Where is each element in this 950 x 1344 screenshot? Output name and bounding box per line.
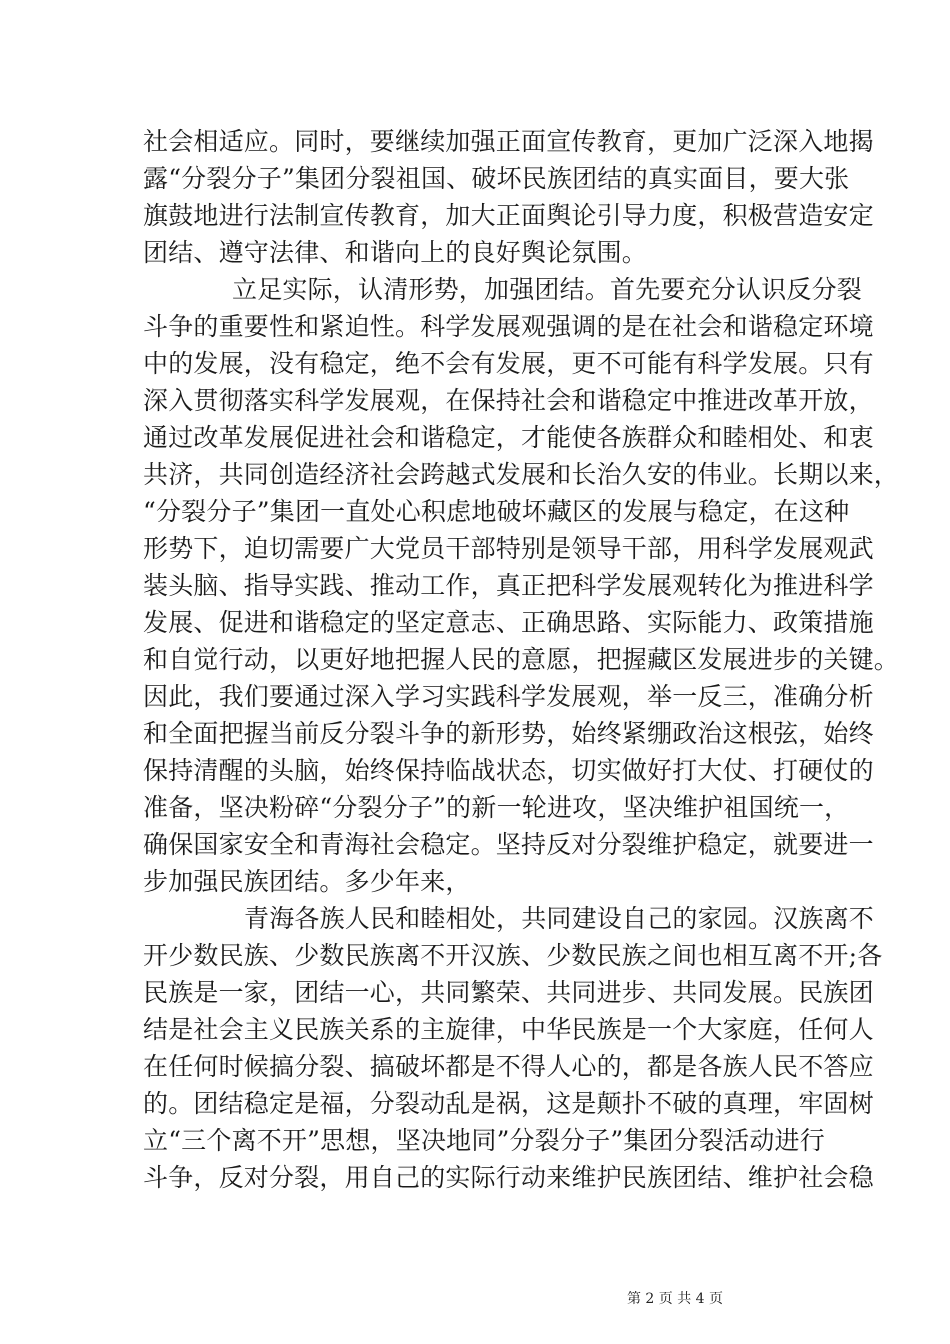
text-line: 确保国家安全和青海社会稳定。坚持反对分裂维护稳定，就要进一 <box>143 830 874 859</box>
text-line: 社会相适应。同时，要继续加强正面宣传教育，更加广泛深入地揭 <box>143 127 874 156</box>
text-line: “分裂分子”集团一直处心积虑地破坏藏区的发展与稳定，在这种 <box>143 497 850 526</box>
text-line: 保持清醒的头脑，始终保持临战状态，切实做好打大仗、打硬仗的 <box>143 756 874 785</box>
text-line: 在任何时候搞分裂、搞破坏都是不得人心的，都是各族人民不答应 <box>143 1052 874 1081</box>
text-line: 发展、促进和谐稳定的坚定意志、正确思路、实际能力、政策措施 <box>143 608 874 637</box>
text-line: 团结、遵守法律、和谐向上的良好舆论氛围。 <box>143 238 648 267</box>
text-line: 中的发展，没有稳定，绝不会有发展，更不可能有科学发展。只有 <box>143 349 874 378</box>
text-line: 准备，坚决粉碎“分裂分子”的新一轮进攻，坚决维护祖国统一， <box>143 793 850 822</box>
text-line: 露“分裂分子”集团分裂祖国、破坏民族团结的真实面目，要大张 <box>143 164 850 193</box>
text-line: 的。团结稳定是福，分裂动乱是祸，这是颠扑不破的真理，牢固树 <box>143 1089 874 1118</box>
text-line: 和自觉行动，以更好地把握人民的意愿，把握藏区发展进步的关键。 <box>143 645 900 674</box>
text-line: 结是社会主义民族关系的主旋律，中华民族是一个大家庭，任何人 <box>143 1015 874 1044</box>
text-line: 立足实际，认清形势，加强团结。首先要充分认识反分裂 <box>232 275 863 304</box>
text-line: 青海各族人民和睦相处，共同建设自己的家园。汉族离不 <box>244 904 875 933</box>
text-line: 斗争，反对分裂，用自己的实际行动来维护民族团结、维护社会稳 <box>143 1163 874 1192</box>
text-line: 民族是一家，团结一心，共同繁荣、共同进步、共同发展。民族团 <box>143 978 874 1007</box>
text-line: 共济，共同创造经济社会跨越式发展和长治久安的伟业。长期以来， <box>143 460 900 489</box>
page-footer <box>0 1290 950 1308</box>
text-line: 装头脑、指导实践、推动工作，真正把科学发展观转化为推进科学 <box>143 571 874 600</box>
text-line: 步加强民族团结。多少年来， <box>143 867 471 896</box>
text-line: 通过改革发展促进社会和谐稳定，才能使各族群众和睦相处、和衷 <box>143 423 874 452</box>
text-line: 开少数民族、少数民族离不开汉族、少数民族之间也相互离不开;各 <box>143 941 883 970</box>
page-number: 第 2 页 共 4 页 <box>626 1291 724 1307</box>
text-line: 和全面把握当前反分裂斗争的新形势，始终紧绷政治这根弦，始终 <box>143 719 874 748</box>
text-line: 立“三个离不开”思想，坚决地同”分裂分子”集团分裂活动进行 <box>143 1126 825 1155</box>
text-line: 斗争的重要性和紧迫性。科学发展观强调的是在社会和谐稳定环境 <box>143 312 874 341</box>
text-line: 旗鼓地进行法制宣传教育，加大正面舆论引导力度，积极营造安定 <box>143 201 874 230</box>
text-line: 深入贯彻落实科学发展观，在保持社会和谐稳定中推进改革开放， <box>143 386 874 415</box>
text-line: 因此，我们要通过深入学习实践科学发展观，举一反三，准确分析 <box>143 682 874 711</box>
text-line: 形势下，迫切需要广大党员干部特别是领导干部，用科学发展观武 <box>143 534 874 563</box>
